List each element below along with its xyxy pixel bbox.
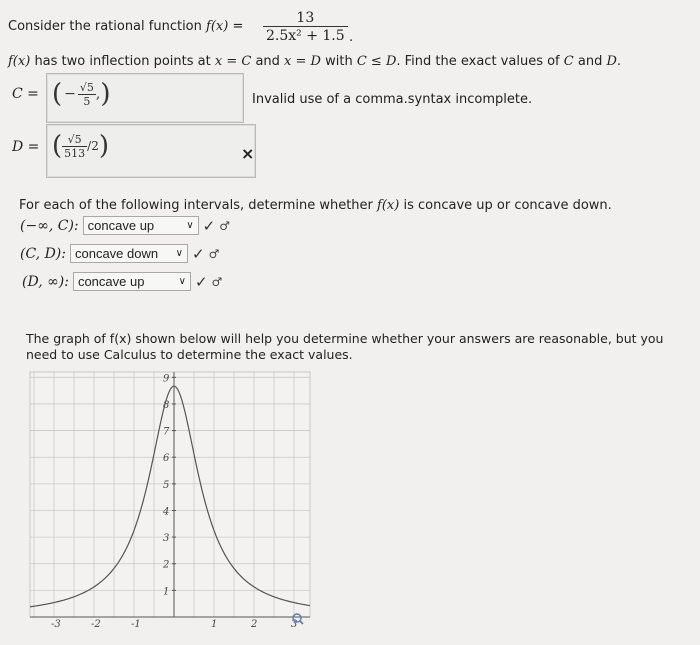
x-eq-c: x = C xyxy=(214,54,252,69)
c-comma: , xyxy=(95,86,101,102)
x-tick-label: 1 xyxy=(211,619,218,630)
y-tick-label: 6 xyxy=(163,453,170,465)
check-icon: ✓ xyxy=(194,272,208,291)
concavity-prompt-b: is concave up or concave down. xyxy=(403,198,612,213)
graph-background xyxy=(30,372,310,617)
period: . xyxy=(349,30,354,45)
select-value: concave up xyxy=(87,218,155,233)
line2-end: . Find the exact values of xyxy=(396,54,560,69)
y-tick-label: 9 xyxy=(163,373,170,385)
x-tick-label: -2 xyxy=(91,619,101,630)
y-tick-label: 1 xyxy=(163,586,170,598)
with-text: with xyxy=(325,54,353,69)
concavity-fx: f(x) xyxy=(377,198,400,213)
chevron-down-icon: ∨ xyxy=(186,220,194,231)
denominator: 2.5x² + 1.5 xyxy=(263,26,348,44)
interval-label: (−∞, C): xyxy=(20,217,79,234)
d-numerator: √5 xyxy=(67,132,82,146)
y-tick-label: 7 xyxy=(163,426,170,438)
c-le-d: C ≤ D xyxy=(356,54,397,69)
concavity-prompt-a: For each of the following intervals, determine whether xyxy=(19,198,373,213)
numerator: 13 xyxy=(296,10,315,26)
graph-note-line-1: The graph of f(x) shown below will help you determine whether your answers are reasonable, but you xyxy=(26,331,664,346)
x-tick-label: -1 xyxy=(131,619,141,630)
hint-icon[interactable]: ♂ xyxy=(219,218,230,233)
d-label: D = xyxy=(12,139,40,155)
dot: . xyxy=(616,54,622,69)
x-tick-label: 2 xyxy=(251,619,258,630)
d-symbol: D xyxy=(606,54,617,69)
c-error-message: Invalid use of a comma.syntax incomplete. xyxy=(252,92,533,107)
y-tick-label: 8 xyxy=(163,399,170,411)
chevron-down-icon: ∨ xyxy=(178,276,186,287)
d-denominator: 513 xyxy=(64,146,86,160)
equals-sign: = xyxy=(232,19,244,34)
fx-symbol-2: f(x) xyxy=(8,54,31,69)
hint-icon[interactable]: ♂ xyxy=(211,274,223,289)
graph-note-line-2: need to use Calculus to determine the exact values. xyxy=(26,347,353,362)
d-rest: /2 xyxy=(87,139,99,153)
interval-label: (C, D): xyxy=(20,245,66,262)
y-tick-label: 5 xyxy=(163,479,170,491)
c-numerator: √5 xyxy=(79,80,94,94)
x-tick-label: 3 xyxy=(291,619,298,630)
interval-label: (D, ∞): xyxy=(22,273,69,290)
c-open-paren: ( xyxy=(52,79,63,109)
c-symbol: C xyxy=(563,54,574,69)
select-value: concave up xyxy=(77,274,145,289)
x-tick-label: -3 xyxy=(51,619,61,630)
c-minus: − xyxy=(64,86,76,102)
d-open-paren: ( xyxy=(52,131,63,161)
c-label: C = xyxy=(12,86,39,102)
y-tick-label: 3 xyxy=(163,533,170,545)
hint-icon[interactable]: ♂ xyxy=(208,246,220,261)
y-tick-label: 4 xyxy=(163,506,170,518)
d-close-paren: ) xyxy=(98,131,109,161)
fx-symbol: f(x) xyxy=(206,19,229,34)
d-incorrect-icon: × xyxy=(241,144,255,163)
check-icon: ✓ xyxy=(202,216,216,235)
c-close-paren: ) xyxy=(100,79,111,109)
select-value: concave down xyxy=(74,246,159,261)
and-text-2: and xyxy=(577,54,603,69)
check-icon: ✓ xyxy=(191,244,205,263)
chevron-down-icon: ∨ xyxy=(175,248,183,259)
y-tick-label: 2 xyxy=(163,559,170,571)
and-text: and xyxy=(255,54,280,69)
c-denominator: 5 xyxy=(78,94,96,108)
intro-text: Consider the rational function xyxy=(8,19,202,34)
x-eq-d: x = D xyxy=(284,54,321,69)
line2-text: has two inflection points at xyxy=(34,54,211,69)
